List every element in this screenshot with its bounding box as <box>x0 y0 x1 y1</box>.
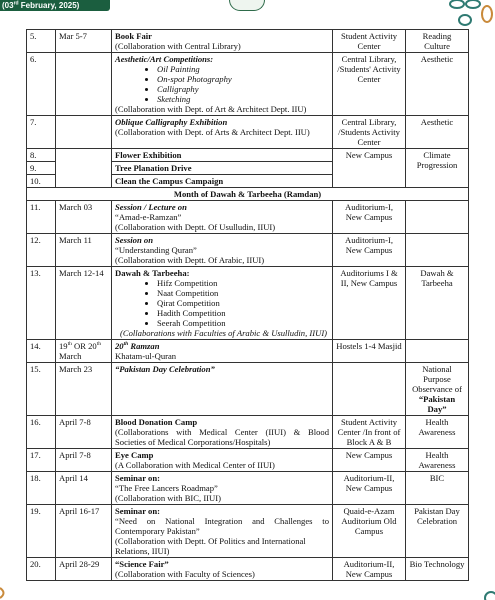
event-detail: (Collaboration with Faculty of Sciences) <box>115 569 255 579</box>
list-item: • On-spot Photography <box>157 74 329 84</box>
table-row <box>27 234 469 267</box>
event-title: Dawah & Tarbeeha: <box>115 268 190 278</box>
serial-number: 8. <box>27 149 56 162</box>
event-date: April 7-8 <box>56 416 112 449</box>
list-item: • Sketching <box>157 94 329 104</box>
serial-number: 11. <box>27 201 56 234</box>
table-row <box>27 363 469 416</box>
serial-number: 7. <box>27 116 56 149</box>
table-row <box>27 53 469 116</box>
event-date: March 03 <box>56 201 112 234</box>
table-row <box>27 149 469 162</box>
event-date: April 7-8 <box>56 449 112 472</box>
list-item: • Calligraphy <box>157 84 329 94</box>
category-text: National Purpose Observance of <box>412 364 462 394</box>
event-category: Health Awareness <box>406 416 469 449</box>
event-title: “Science Fair” <box>115 559 169 569</box>
event-title: Book Fair <box>115 31 153 41</box>
list-item: • Oil Painting <box>157 64 329 74</box>
event-category: Aesthetic <box>406 116 469 149</box>
event-cell <box>112 30 333 53</box>
event-detail: Khatam-ul-Quran <box>115 351 177 361</box>
date-sup: th <box>67 341 72 348</box>
corner-decoration-icon <box>475 586 495 600</box>
event-category: Reading Culture <box>406 30 469 53</box>
date-badge <box>0 0 110 11</box>
event-date <box>56 149 112 188</box>
event-date: March 11 <box>56 234 112 267</box>
event-cell <box>112 449 333 472</box>
event-title: Clean the Campus Campaign <box>112 175 333 188</box>
title-part: 20 <box>115 341 124 351</box>
event-title: Flower Exhibition <box>112 149 333 162</box>
serial-number: 6. <box>27 53 56 116</box>
list-item: • Naat Competition <box>157 288 329 298</box>
event-cell <box>112 201 333 234</box>
event-detail: (Collaboration with Deptt. Of Politics and International Relations, IIUI) <box>115 536 306 556</box>
competition-list <box>115 278 329 328</box>
table-row <box>27 201 469 234</box>
event-title: Session on <box>115 235 153 245</box>
corner-decoration-icon <box>0 586 8 600</box>
title-part: Ramzan <box>128 341 160 351</box>
event-category: Bio Technology <box>406 558 469 581</box>
event-detail: (Collaboration with Deptt. Of Arabic, IIUI) <box>115 255 265 265</box>
list-item: • Hadith Competition <box>157 308 329 318</box>
date-badge-sup: rd <box>13 0 19 7</box>
event-cell <box>112 267 333 340</box>
date-part: March <box>59 351 82 361</box>
event-cell <box>112 116 333 149</box>
event-venue: Quaid-e-Azam Auditorium Old Campus <box>333 505 406 558</box>
table-row <box>27 30 469 53</box>
event-date: April 28-29 <box>56 558 112 581</box>
serial-number: 14. <box>27 340 56 363</box>
table-row <box>27 558 469 581</box>
serial-number: 19. <box>27 505 56 558</box>
event-venue: New Campus <box>333 449 406 472</box>
event-detail: (A Collaboration with Medical Center of IIUI) <box>115 460 275 470</box>
event-category: Dawah & Tarbeeha <box>406 267 469 340</box>
event-venue: Central Library, /Students Activity Center <box>333 116 406 149</box>
event-cell <box>112 416 333 449</box>
table-row <box>27 505 469 558</box>
event-date: April 14 <box>56 472 112 505</box>
event-topic: “Amad-e-Ramzan” <box>115 212 182 222</box>
event-detail: (Collaboration with Dept. of Arts & Architect Dept. IIU) <box>115 127 310 137</box>
serial-number: 15. <box>27 363 56 416</box>
event-category <box>406 201 469 234</box>
events-schedule-table <box>26 29 469 581</box>
event-detail: (Collaboration with Central Library) <box>115 41 241 51</box>
table-row <box>27 416 469 449</box>
event-detail: (Collaborations with Medical Center (IIUI) & Blood Societies of Medical Corporations/Hospitals) <box>115 427 329 447</box>
event-category <box>406 340 469 363</box>
competition-list <box>115 64 329 104</box>
event-date <box>56 53 112 116</box>
event-detail: (Collaboration with Deptt. Of Usulludin, IIUI) <box>115 222 276 232</box>
event-date: Mar 5-7 <box>56 30 112 53</box>
event-detail: (Collaboration with Dept. of Art & Architect Dept. IIU) <box>115 104 307 114</box>
list-item: • Qirat Competition <box>157 298 329 308</box>
date-badge-pre: (03 <box>2 1 14 10</box>
title-sup: th <box>123 341 129 348</box>
event-title: Tree Planation Drive <box>112 162 333 175</box>
event-date: March 12-14 <box>56 267 112 340</box>
event-detail: (Collaborations with Faculties of Arabic & Usulludin, IIUI) <box>120 328 328 338</box>
event-title: “Pakistan Day Celebration” <box>112 363 333 416</box>
event-title <box>115 341 329 351</box>
event-cell <box>112 472 333 505</box>
event-venue: Student Activity Center /In front of Block A & B <box>333 416 406 449</box>
table-row <box>27 472 469 505</box>
event-title: Seminar on: <box>115 506 160 516</box>
university-seal-icon <box>229 0 265 11</box>
date-badge-post: February, 2025) <box>18 1 80 10</box>
event-category <box>406 363 469 416</box>
event-title: Eye Camp <box>115 450 154 460</box>
serial-number: 13. <box>27 267 56 340</box>
event-category: Aesthetic <box>406 53 469 116</box>
event-category <box>406 234 469 267</box>
list-item: • Seerah Competition <box>157 318 329 328</box>
event-cell <box>112 340 333 363</box>
event-venue: Auditorium-I, New Campus <box>333 201 406 234</box>
event-venue: Hostels 1-4 Masjid <box>333 340 406 363</box>
event-venue: Auditorium-I, New Campus <box>333 234 406 267</box>
list-item: • Hifz Competition <box>157 278 329 288</box>
section-title: Month of Dawah & Tarbeeha (Ramdan) <box>27 188 469 201</box>
event-venue: Auditorium-II, New Campus <box>333 472 406 505</box>
event-title: Aesthetic/Art Competitions: <box>115 54 214 64</box>
event-venue: Auditoriums I & II, New Campus <box>333 267 406 340</box>
event-date: April 16-17 <box>56 505 112 558</box>
event-venue <box>333 363 406 416</box>
event-cell <box>112 505 333 558</box>
event-title: Session / Lecture on <box>115 202 187 212</box>
category-highlight: “Pakistan Day” <box>418 394 456 414</box>
date-sup: th <box>96 341 101 348</box>
event-category: Climate Progression <box>406 149 469 188</box>
event-category: Health Awareness <box>406 449 469 472</box>
event-title: Blood Donation Camp <box>115 417 198 427</box>
serial-number: 10. <box>27 175 56 188</box>
event-topic: “The Free Lancers Roadmap” <box>115 483 218 493</box>
serial-number: 17. <box>27 449 56 472</box>
event-cell <box>112 234 333 267</box>
section-header-row <box>27 188 469 201</box>
event-venue: Student Activity Center <box>333 30 406 53</box>
serial-number: 20. <box>27 558 56 581</box>
serial-number: 5. <box>27 30 56 53</box>
event-date: March 23 <box>56 363 112 416</box>
event-cell <box>112 53 333 116</box>
serial-number: 16. <box>27 416 56 449</box>
date-part: 19 <box>59 341 68 351</box>
serial-number: 9. <box>27 162 56 175</box>
event-title: Seminar on: <box>115 473 160 483</box>
table-row <box>27 449 469 472</box>
table-row <box>27 116 469 149</box>
table-row <box>27 340 469 363</box>
event-venue: Central Library, /Students' Activity Center <box>333 53 406 116</box>
event-topic: “Need on National Integration and Challenges to Contemporary Pakistan” <box>115 516 329 536</box>
event-category: Pakistan Day Celebration <box>406 505 469 558</box>
serial-number: 18. <box>27 472 56 505</box>
serial-number: 12. <box>27 234 56 267</box>
event-detail: (Collaboration with BIC, IIUI) <box>115 493 221 503</box>
event-venue: Auditorium-II, New Campus <box>333 558 406 581</box>
event-date <box>56 116 112 149</box>
event-date <box>56 340 112 363</box>
event-venue: New Campus <box>333 149 406 188</box>
event-category: BIC <box>406 472 469 505</box>
petal-decoration-icon <box>435 0 495 30</box>
event-title: Oblique Calligraphy Exhibition <box>115 117 228 127</box>
event-cell <box>112 558 333 581</box>
date-part: OR 20 <box>71 341 97 351</box>
table-row <box>27 267 469 340</box>
event-topic: “Understanding Quran” <box>115 245 197 255</box>
